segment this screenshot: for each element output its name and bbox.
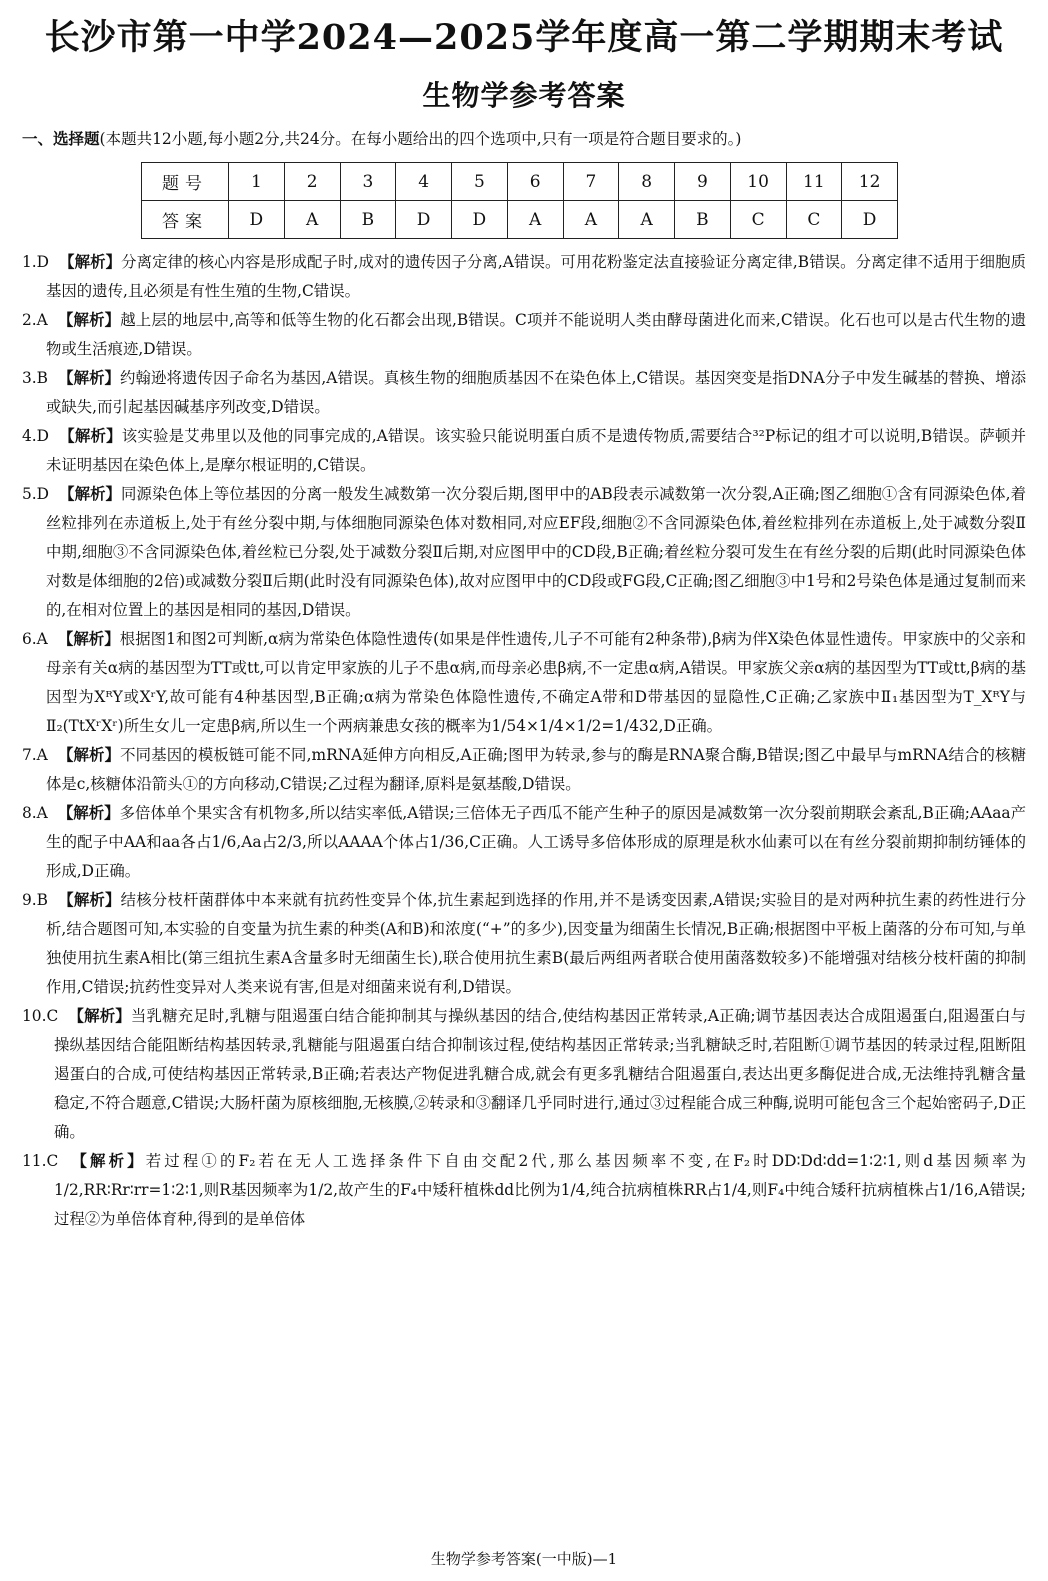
answer-table-answer-row — [142, 201, 898, 239]
item-number: 8.A — [22, 804, 48, 822]
answer-table-number-row — [142, 163, 898, 201]
section-heading-label: 一、选择题 — [22, 129, 100, 148]
analysis-tag: 【解析】 — [57, 311, 121, 329]
question-number-cell: 12 — [842, 163, 898, 201]
answer-table — [141, 162, 898, 239]
item-number: 1.D — [22, 253, 50, 271]
list-item — [22, 799, 1026, 886]
item-number: 2.A — [22, 311, 48, 329]
item-text: 该实验是艾弗里以及他的同事完成的,A错误。该实验只能说明蛋白质不是遗传物质,需要结合³²P标记的组才可以说明,B错误。萨顿并未证明基因在染色体上,是摩尔根证明的,C错误。 — [46, 427, 1026, 474]
answer-cell: B — [340, 201, 396, 239]
answer-cell: A — [563, 201, 619, 239]
analysis-tag: 【解析】 — [59, 485, 122, 503]
item-text: 不同基因的模板链可能不同,mRNA延伸方向相反,A正确;图甲为转录,参与的酶是RNA聚合酶,B错误;图乙中最早与mRNA结合的核糖体是c,核糖体沿箭头①的方向移动,C错误;乙过程为翻译,原料是氨基酸,D错误。 — [46, 746, 1026, 793]
analysis-tag: 【解析】 — [59, 253, 122, 271]
question-number-cell: 6 — [507, 163, 563, 201]
item-number: 10.C — [22, 1007, 59, 1025]
item-text: 越上层的地层中,高等和低等生物的化石都会出现,B错误。C项并不能说明人类由酵母菌进化而来,C错误。化石也可以是古代生物的遗物或生活痕迹,D错误。 — [46, 311, 1026, 358]
question-number-cell: 4 — [396, 163, 452, 201]
list-item — [22, 480, 1026, 625]
page-footer: 生物学参考答案(一中版)—1 — [430, 1550, 618, 1568]
item-text: 当乳糖充足时,乳糖与阻遏蛋白结合能抑制其与操纵基因的结合,使结构基因正常转录,A正确;调节基因表达合成阻遏蛋白,阻遏蛋白与操纵基因结合能阻断结构基因转录,乳糖能与阻遏蛋白结合抑制该过程,使结构基因正常转录;当乳糖缺乏时,若阻断①调节基因的转录过程,阻断阻遏蛋白的合成,可使结构基因正常转录,B正确;若表达产物促进乳糖合成,就会有更多乳糖结合阻遏蛋白,表达出更多酶促进合成,无法维持乳糖含量稳定,不符合题意,C错误;大肠杆菌为原核细胞,无核膜,②转录和③翻译几乎同时进行,通过③过程能合成三种酶,说明可能包含三个起始密码子,D正确。 — [54, 1007, 1026, 1141]
list-item — [22, 422, 1026, 480]
question-number-cell: 11 — [786, 163, 842, 201]
analysis-tag: 【解析】 — [68, 1007, 131, 1025]
explanation-list — [22, 248, 1026, 1234]
item-number: 5.D — [22, 485, 50, 503]
answer-header: 答案 — [142, 201, 229, 239]
question-number-cell: 7 — [563, 163, 619, 201]
answer-cell: A — [507, 201, 563, 239]
item-text: 分离定律的核心内容是形成配子时,成对的遗传因子分离,A错误。可用花粉鉴定法直接验证分离定律,B错误。分离定律不适用于细胞质基因的遗传,且必须是有性生殖的生物,C错误。 — [46, 253, 1026, 300]
item-text: 根据图1和图2可判断,α病为常染色体隐性遗传(如果是伴性遗传,儿子不可能有2种条带),β病为伴X染色体显性遗传。甲家族中的父亲和母亲有关α病的基因型为TT或tt,可以肯定甲家族的儿子不患α病,而母亲必患β病,不一定患α病,A错误。甲家族父亲α病的基因型为TT或tt,β病的基因型为XᴿY或XʳY,故可能有4种基因型,B正确;α病为常染色体隐性遗传,不确定A带和D带基因的显隐性,C正确;乙家族中Ⅱ₁基因型为T_XᴿY与Ⅱ₂(TtXʳXʳ)所生女儿一定患β病,所以生一个两病兼患女孩的概率为1/54×1/4×1/2=1/432,D正确。 — [46, 630, 1026, 735]
page-title: 长沙市第一中学2024—2025学年度高一第二学期期末考试 — [44, 17, 1004, 58]
list-item — [22, 364, 1026, 422]
analysis-tag: 【解析】 — [59, 427, 122, 445]
question-number-cell: 10 — [730, 163, 786, 201]
list-item — [22, 248, 1026, 306]
answer-cell: A — [284, 201, 340, 239]
answer-cell: B — [675, 201, 731, 239]
question-number-header: 题号 — [142, 163, 229, 201]
analysis-tag: 【解析】 — [57, 746, 121, 764]
list-item — [22, 306, 1026, 364]
answer-cell: D — [396, 201, 452, 239]
list-item — [22, 741, 1026, 799]
analysis-tag: 【解析】 — [58, 369, 121, 387]
question-number-cell: 3 — [340, 163, 396, 201]
list-item — [22, 1147, 1026, 1234]
answer-cell: A — [619, 201, 675, 239]
item-number: 6.A — [22, 630, 48, 648]
item-text: 同源染色体上等位基因的分离一般发生减数第一次分裂后期,图甲中的AB段表示减数第一次分裂,A正确;图乙细胞①含有同源染色体,着丝粒排列在赤道板上,处于有丝分裂中期,与体细胞同源染色体对数相同,对应EF段,细胞②不含同源染色体,着丝粒排列在赤道板上,处于减数分裂Ⅱ中期,细胞③不含同源染色体,着丝粒已分裂,处于减数分裂Ⅱ后期,对应图甲中的CD段,B正确;着丝粒分裂可发生在有丝分裂的后期(此时同源染色体对数是体细胞的2倍)或减数分裂Ⅱ后期(此时没有同源染色体),故对应图甲中的CD段或FG段,C正确;图乙细胞③中1号和2号染色体是通过复制而来的,在相对位置上的基因是相同的基因,D错误。 — [46, 485, 1026, 619]
answer-cell: D — [452, 201, 508, 239]
answer-cell: C — [786, 201, 842, 239]
item-number: 4.D — [22, 427, 50, 445]
item-text: 多倍体单个果实含有机物多,所以结实率低,A错误;三倍体无子西瓜不能产生种子的原因是减数第一次分裂前期联会紊乱,B正确;AAaa产生的配子中AA和aa各占1/6,Aa占2/3,所以AAAA个体占1/36,C正确。人工诱导多倍体形成的原理是秋水仙素可以在有丝分裂前期抑制纺锤体的形成,D正确。 — [46, 804, 1026, 880]
page-subtitle: 生物学参考答案 — [422, 79, 626, 112]
item-text: 约翰逊将遗传因子命名为基因,A错误。真核生物的细胞质基因不在染色体上,C错误。基因突变是指DNA分子中发生碱基的替换、增添或缺失,而引起基因碱基序列改变,D错误。 — [46, 369, 1026, 416]
analysis-tag: 【解析】 — [57, 804, 120, 822]
analysis-tag: 【解析】 — [58, 891, 121, 909]
item-text: 若过程①的F₂若在无人工选择条件下自由交配2代,那么基因频率不变,在F₂时DD∶Dd∶dd=1∶2∶1,则d基因频率为1/2,RR∶Rr∶rr=1∶2∶1,则R基因频率为1/2,故产生的F₄中矮秆植株dd比例为1/4,纯合抗病植株RR占1/4,则F₄中纯合矮秆抗病植株占1/16,A错误;过程②为单倍体育种,得到的是单倍体 — [54, 1152, 1026, 1228]
answer-cell: C — [730, 201, 786, 239]
answer-cell: D — [842, 201, 898, 239]
list-item — [22, 625, 1026, 741]
question-number-cell: 2 — [284, 163, 340, 201]
list-item — [22, 886, 1026, 1002]
analysis-tag: 【解析】 — [57, 630, 120, 648]
question-number-cell: 1 — [229, 163, 285, 201]
section-heading-note: (本题共12小题,每小题2分,共24分。在每小题给出的四个选项中,只有一项是符合题目要求的。) — [99, 130, 742, 148]
question-number-cell: 8 — [619, 163, 675, 201]
question-number-cell: 5 — [452, 163, 508, 201]
question-number-cell: 9 — [675, 163, 731, 201]
analysis-tag: 【解析】 — [68, 1152, 146, 1170]
item-number: 9.B — [22, 891, 48, 909]
item-number: 3.B — [22, 369, 48, 387]
list-item — [22, 1002, 1026, 1147]
item-number: 11.C — [22, 1152, 59, 1170]
section-heading — [22, 126, 1032, 152]
item-number: 7.A — [22, 746, 48, 764]
answer-cell: D — [229, 201, 285, 239]
item-text: 结核分枝杆菌群体中本来就有抗药性变异个体,抗生素起到选择的作用,并不是诱变因素,A错误;实验目的是对两种抗生素的药性进行分析,结合题图可知,本实验的自变量为抗生素的种类(A和B)和浓度(“+”的多少),因变量为细菌生长情况,B正确;根据图中平板上菌落的分布可知,与单独使用抗生素A相比(第三组抗生素A含量多时无细菌生长),联合使用抗生素B(最后两组两者联合使用菌落数较多)不能增强对结核分枝杆菌的抑制作用,C错误;抗药性变异对人类来说有害,但是对细菌来说有利,D错误。 — [46, 891, 1026, 996]
